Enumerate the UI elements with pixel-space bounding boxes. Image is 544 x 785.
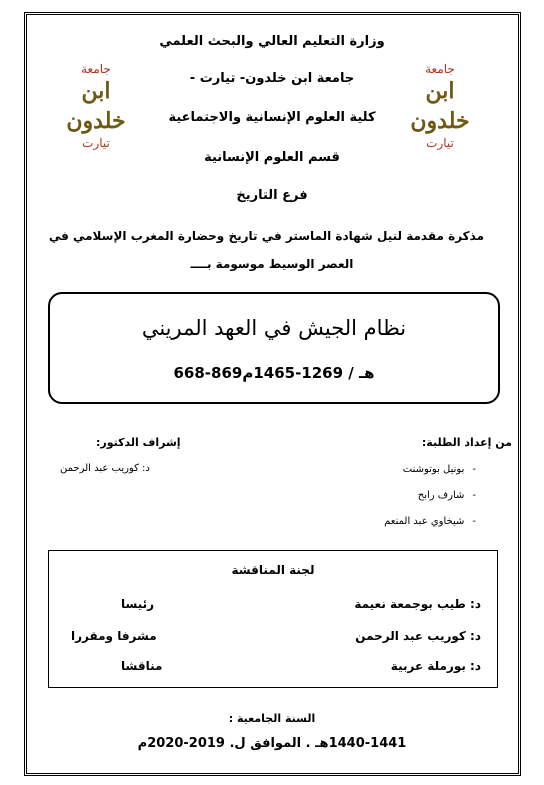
department-line: قسم العلوم الإنسانية bbox=[204, 150, 340, 165]
jury-member-name: د: كوريب عبد الرحمن bbox=[355, 629, 481, 643]
jury-title: لجنة المناقشة bbox=[231, 563, 315, 577]
student-name bbox=[403, 464, 476, 475]
academic-year-label: السنة الجامعية : bbox=[228, 712, 316, 725]
list-dash: - bbox=[472, 464, 476, 475]
university-line: جامعة ابن خلدون- تيارت - bbox=[189, 71, 355, 86]
seal-middle-text: ابن خلدون bbox=[410, 78, 470, 134]
supervisor-name: د: كوريب عبد الرحمن bbox=[60, 463, 150, 474]
student-name bbox=[384, 516, 476, 527]
student-name-text: شارف رابح bbox=[417, 490, 465, 501]
seal-top-text: جامعة bbox=[425, 62, 455, 76]
students-label: من إعداد الطلبة: bbox=[421, 436, 512, 449]
thesis-dates: 668-869هـ / 1269-1465م bbox=[173, 364, 375, 382]
ministry-line: وزارة التعليم العالي والبحث العلمي bbox=[159, 34, 385, 49]
university-seal-left bbox=[52, 62, 140, 150]
title-box bbox=[48, 292, 500, 404]
seal-bottom-text: تيارت bbox=[82, 136, 110, 150]
list-dash: - bbox=[472, 490, 476, 501]
memo-line-2: العصر الوسيط موسومة بــــ bbox=[190, 257, 354, 271]
thesis-title: نظام الجيش في العهد المريني bbox=[141, 316, 407, 340]
jury-member-role: مشرفا ومقررا bbox=[71, 629, 157, 643]
list-dash: - bbox=[472, 516, 476, 527]
faculty-line: كلية العلوم الإنسانية والاجتماعية bbox=[168, 110, 376, 125]
university-seal-right bbox=[396, 62, 484, 150]
student-name bbox=[418, 490, 476, 501]
seal-middle-text: ابن خلدون bbox=[66, 78, 126, 134]
branch-line: فرع التاريخ bbox=[236, 188, 308, 203]
student-name-text: شيخاوي عبد المنعم bbox=[384, 516, 465, 527]
jury-member-name: د: بورملة عربية bbox=[390, 659, 481, 673]
student-name-text: بونيل بوتوشنت bbox=[402, 464, 465, 475]
seal-bottom-text: تيارت bbox=[426, 136, 454, 150]
jury-member-name: د: طيب بوجمعة نعيمة bbox=[354, 597, 481, 611]
academic-year-value: 1440-1441هـ . الموافق ل. 2019-2020م bbox=[137, 736, 407, 751]
jury-member-role: رئيسا bbox=[121, 597, 155, 611]
jury-member-role: مناقشا bbox=[121, 659, 163, 673]
jury-box bbox=[48, 550, 498, 688]
memo-line-1: مذكرة مقدمة لنيل شهادة الماستر في تاريخ وحضارة المغرب الإسلامي في bbox=[48, 229, 484, 243]
seal-top-text: جامعة bbox=[81, 62, 111, 76]
supervisor-label: إشراف الدكتور: bbox=[96, 436, 181, 449]
